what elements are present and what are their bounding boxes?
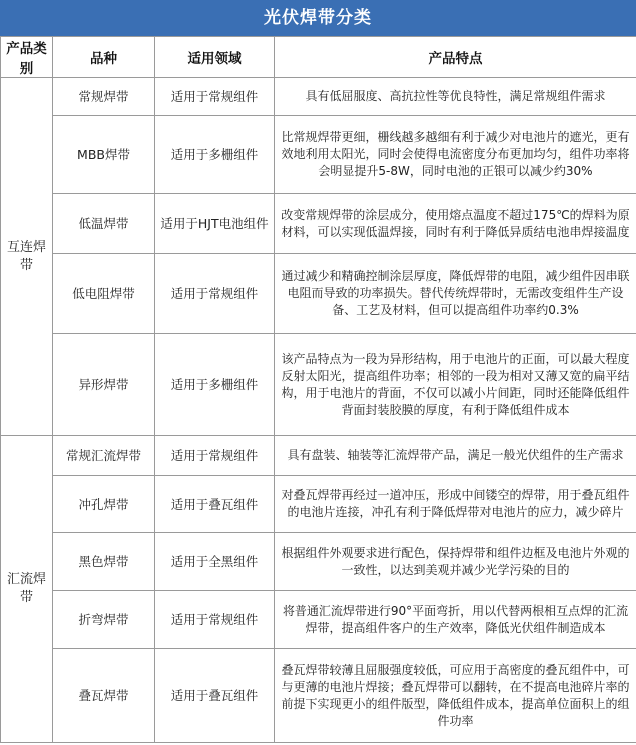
variety-cell: 黑色焊带 <box>53 533 155 591</box>
table-row <box>1 649 636 743</box>
header-variety: 品种 <box>53 37 155 78</box>
table-row <box>1 78 636 116</box>
field-cell: 适用于HJT电池组件 <box>155 194 275 254</box>
table-row <box>1 194 636 254</box>
variety-cell: 异形焊带 <box>53 334 155 436</box>
features-cell: 根据组件外观要求进行配色，保持焊带和组件边框及电池片外观的一致性，以达到美观并减少光学污染的目的 <box>275 533 636 591</box>
field-cell: 适用于常规组件 <box>155 591 275 649</box>
features-cell: 叠瓦焊带较薄且屈服强度较低，可应用于高密度的叠瓦组件中，可与更薄的电池片焊接；叠瓦焊带可以翻转，在不提高电池碎片率的前提下实现更小的组件版型，降低组件成本，提高单位面积上的组件功率 <box>275 649 636 743</box>
table-row <box>1 533 636 591</box>
variety-cell: 冲孔焊带 <box>53 476 155 533</box>
variety-cell: MBB焊带 <box>53 116 155 194</box>
table-row <box>1 254 636 334</box>
header-features: 产品特点 <box>275 37 636 78</box>
features-cell: 将普通汇流焊带进行90°平面弯折，用以代替两根相互点焊的汇流焊带，提高组件客户的生产效率，降低光伏组件制造成本 <box>275 591 636 649</box>
variety-cell: 常规焊带 <box>53 78 155 116</box>
field-cell: 适用于叠瓦组件 <box>155 649 275 743</box>
table-row <box>1 436 636 476</box>
variety-cell: 常规汇流焊带 <box>53 436 155 476</box>
features-cell: 对叠瓦焊带再经过一道冲压，形成中间镂空的焊带，用于叠瓦组件的电池片连接，冲孔有利于降低焊带对电池片的应力，减少碎片 <box>275 476 636 533</box>
table-title: 光伏焊带分类 <box>0 0 636 36</box>
features-cell: 比常规焊带更细，栅线越多越细有利于减少对电池片的遮光，更有效地利用太阳光，同时会使得电流密度分布更加均匀，组件功率将会明显提升5-8W，同时电池的正银可以减少约30% <box>275 116 636 194</box>
field-cell: 适用于常规组件 <box>155 254 275 334</box>
features-cell: 通过减少和精确控制涂层厚度，降低焊带的电阻，减少组件因串联电阻而导致的功率损失。替代传统焊带时，无需改变组件生产设备、工艺及材料，但可以提高组件功率约0.3% <box>275 254 636 334</box>
features-cell: 改变常规焊带的涂层成分，使用熔点温度不超过175℃的焊料为原材料，可以实现低温焊接，同时有利于降低异质结电池串焊接温度 <box>275 194 636 254</box>
variety-cell: 折弯焊带 <box>53 591 155 649</box>
table-row <box>1 334 636 436</box>
features-cell: 该产品特点为一段为异形结构，用于电池片的正面，可以最大程度反射太阳光，提高组件功率；相邻的一段为相对又薄又宽的扁平结构，用于电池片的背面，不仅可以减小片间距，同时还能降低组件背面封装胶膜的厚度，有利于降低组件成本 <box>275 334 636 436</box>
field-cell: 适用于常规组件 <box>155 436 275 476</box>
table-row <box>1 476 636 533</box>
field-cell: 适用于多栅组件 <box>155 116 275 194</box>
field-cell: 适用于多栅组件 <box>155 334 275 436</box>
category-cell-interconnect: 互连焊带 <box>1 78 53 436</box>
variety-cell: 低温焊带 <box>53 194 155 254</box>
header-category: 产品类别 <box>1 37 53 78</box>
table-row <box>1 591 636 649</box>
classification-table <box>0 36 636 743</box>
header-row <box>1 37 636 78</box>
features-cell: 具有盘装、轴装等汇流焊带产品，满足一般光伏组件的生产需求 <box>275 436 636 476</box>
table-row <box>1 116 636 194</box>
field-cell: 适用于叠瓦组件 <box>155 476 275 533</box>
header-field: 适用领域 <box>155 37 275 78</box>
field-cell: 适用于全黑组件 <box>155 533 275 591</box>
variety-cell: 低电阻焊带 <box>53 254 155 334</box>
field-cell: 适用于常规组件 <box>155 78 275 116</box>
features-cell: 具有低屈服度、高抗拉性等优良特性，满足常规组件需求 <box>275 78 636 116</box>
variety-cell: 叠瓦焊带 <box>53 649 155 743</box>
category-cell-busbar: 汇流焊带 <box>1 436 53 743</box>
